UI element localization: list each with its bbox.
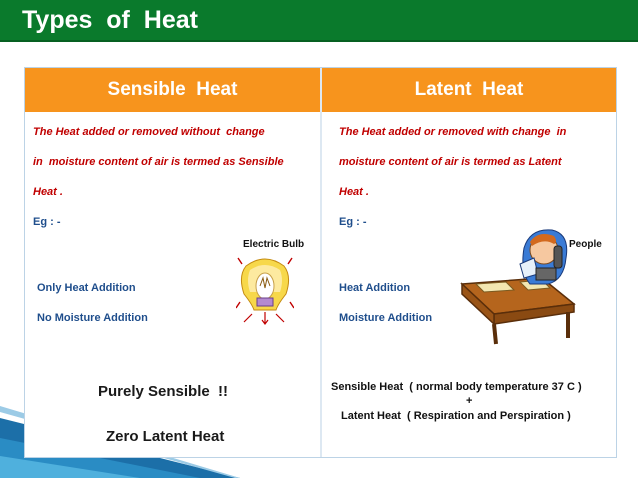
title-bar — [0, 0, 638, 42]
sensible-conclusion-1: Purely Sensible !! — [98, 383, 229, 400]
person-on-phone-icon — [458, 228, 578, 346]
electric-bulb-label: Electric Bulb — [243, 239, 305, 250]
latent-definition-line-2: moisture content of air is termed as Latent — [339, 156, 562, 168]
sensible-definition-line-2: in moisture content of air is termed as Sensible — [33, 156, 284, 168]
lightbulb-icon — [236, 256, 294, 326]
sensible-definition-line-1: The Heat added or removed without change — [33, 126, 265, 138]
sensible-item-heat-addition: Only Heat Addition — [37, 282, 136, 294]
sensible-conclusion-2: Zero Latent Heat — [106, 428, 225, 445]
sensible-heat-header: Sensible Heat — [25, 68, 320, 112]
latent-definition-line-1: The Heat added or removed with change in — [339, 126, 567, 138]
people-label: People — [569, 239, 602, 250]
latent-conclusion-2: Latent Heat ( Respiration and Perspiration ) — [341, 410, 571, 422]
latent-eg-label: Eg : - — [339, 216, 367, 228]
sensible-definition-line-3: Heat . — [33, 186, 63, 198]
latent-item-moisture-addition: Moisture Addition — [339, 312, 433, 324]
latent-heat-header: Latent Heat — [322, 68, 616, 112]
column-divider — [320, 68, 322, 457]
sensible-item-no-moisture: No Moisture Addition — [37, 312, 148, 324]
latent-conclusion-1: Sensible Heat ( normal body temperature 37 C ) — [331, 381, 582, 393]
sensible-eg-label: Eg : - — [33, 216, 61, 228]
latent-definition-line-3: Heat . — [339, 186, 369, 198]
latent-conclusion-plus: + — [466, 395, 473, 407]
latent-item-heat-addition: Heat Addition — [339, 282, 411, 294]
slide-title: Types of Heat — [22, 6, 198, 34]
